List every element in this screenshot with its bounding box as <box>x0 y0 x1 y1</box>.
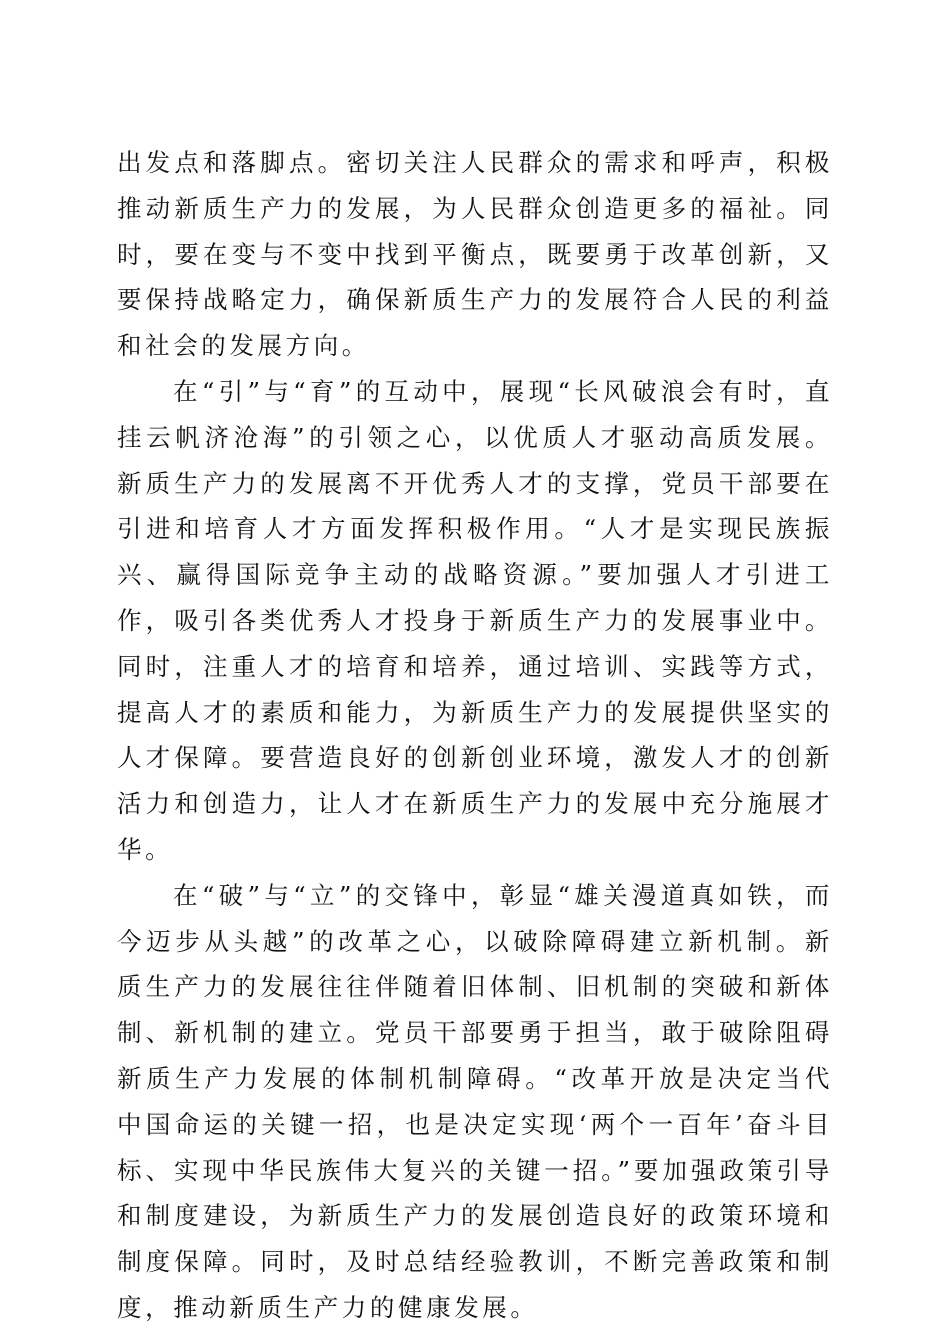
document-body <box>117 140 833 1331</box>
paragraph-reform: 在“破”与“立”的交锋中，彰显“雄关漫道真如铁，而今迈步从头越”的改革之心，以破除障碍建立新机制。新质生产力的发展往往伴随着旧体制、旧机制的突破和新体制、新机制的建立。党员干部要勇于担当，敢于破除阻碍新质生产力发展的体制机制障碍。“改革开放是决定当代中国命运的关键一招，也是决定实现‘两个一百年’奋斗目标、实现中华民族伟大复兴的关键一招。”要加强政策引导和制度建设，为新质生产力的发展创造良好的政策环境和制度保障。同时，及时总结经验教训，不断完善政策和制度，推动新质生产力的健康发展。 <box>117 880 833 1322</box>
paragraph-continuation: 出发点和落脚点。密切关注人民群众的需求和呼声，积极推动新质生产力的发展，为人民群众创造更多的福祉。同时，要在变与不变中找到平衡点，既要勇于改革创新，又要保持战略定力，确保新质生产力的发展符合人民的利益和社会的发展方向。 <box>117 148 833 361</box>
paragraph-talent: 在“引”与“育”的互动中，展现“长风破浪会有时，直挂云帆济沧海”的引领之心，以优质人才驱动高质发展。新质生产力的发展离不开优秀人才的支撑，党员干部要在引进和培育人才方面发挥积极作用。“人才是实现民族振兴、赢得国际竞争主动的战略资源。”要加强人才引进工作，吸引各类优秀人才投身于新质生产力的发展事业中。同时，注重人才的培育和培养，通过培训、实践等方式，提高人才的素质和能力，为新质生产力的发展提供坚实的人才保障。要营造良好的创新创业环境，激发人才的创新活力和创造力，让人才在新质生产力的发展中充分施展才华。 <box>117 376 833 864</box>
